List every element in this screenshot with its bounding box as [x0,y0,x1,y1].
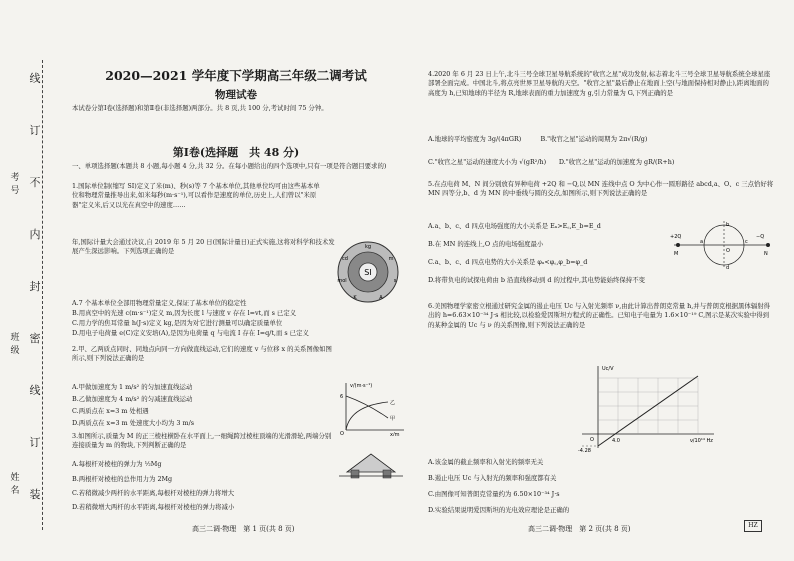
v-x-ylabel: v/(m·s⁻¹) [350,383,373,389]
si-ring-label: cd [342,256,348,262]
label-name: 姓名 [10,473,20,496]
question-2: 2.甲、乙两质点同时、同地点向同一方向做直线运动,它们的速度 v 与位移 x 的关系图像如图所示,则下列说法正确的是 [72,345,332,363]
q2-option-a: A.甲做加速度为 1 m/s² 的匀加速直线运动 [72,383,193,391]
left-column [62,0,410,561]
q6-option-b: B.遏止电压 Uc 与入射光的频率和强度都有关 [428,474,557,482]
label-class: 班级 [10,333,20,356]
q5-option-a: A.a、b、c、d 四点电场强度的大小关系是 Eₐ>E꜀,E_b=E_d [428,222,601,230]
point-o: O [726,248,730,254]
charge-right: −Q [756,234,765,240]
curve-b-label: 乙 [390,400,396,406]
section-title: 第Ⅰ卷(选择题 共 48 分) [172,146,300,159]
seal-char: 封 [29,280,41,293]
q5-option-d: D.将带负电的试探电荷由 b 沿直线移动到 d 的过程中,其电势能始终保持不变 [428,276,645,284]
q2-option-c: C.两质点在 x=3 m 处相遇 [72,407,149,415]
nu-tick: 4.0 [612,438,620,444]
charge-circle-figure [668,218,772,272]
point-d: d [726,265,730,271]
si-ring-label: s [393,278,397,284]
seal-char: 线 [29,384,41,397]
seal-char: 订 [29,436,41,449]
si-ring-label: A [379,295,383,301]
nu-xlabel: ν/10¹⁴ Hz [690,438,713,444]
si-ring-label: K [353,295,357,301]
q1-option-a: A.7 个基本单位全部用物理常量定义,保证了基本单位的稳定性 [72,299,247,307]
seal-char: 订 [29,124,41,137]
prism-figure [337,450,405,480]
exam-subject: 物理试卷 [215,89,257,101]
stopping-voltage-graph [578,362,718,452]
q6-option-d: D.实验结果说明爱因斯坦的光电效应理论是正确的 [428,506,570,514]
question-1: 1.国际单位制(缩写 SI)定义了米(m)、秒(s)等 7 个基本单位,其他单位均可由这些基本单位和物理常量推导出来,如米每秒(m·s⁻¹),可以看作是速度的单位,历史上,人们曾以"米原器"定义米,后又以光在真空中的速度…… [72,182,320,209]
exam-title: 2020—2021 学年度下学期高三年级二调考试 [105,68,367,83]
si-units-wheel [336,240,400,304]
page-badge: HZ [744,520,762,532]
v-x-origin: O [340,431,344,436]
point-a: a [700,239,704,245]
curve-a-label: 甲 [390,416,396,422]
q4-option-ab: A.地球的平均密度为 3g/(4πGR) B."收官之星"运动的周期为 2π√(R/g) [428,135,648,143]
si-ring-label: mol [337,278,347,284]
exam-note: 本试卷分第Ⅰ卷(选择题)和第Ⅱ卷(非选择题)两部分。共 8 页,共 100 分,考试时间 75 分钟。 [72,104,328,112]
label-exam-number: 考号 [10,173,20,196]
question-1-tail: 年,国际计量大会通过决议,自 2019 年 5 月 20 日(国际计量日)正式实施,这将对科学和技术发展产生深远影响。下列选项正确的是 [72,238,335,256]
si-center-label: SI [364,268,372,277]
point-m: M [674,251,679,257]
point-n: N [764,251,768,257]
q1-option-c: C.用力学的焦耳常量 h(J·s)定义 kg,是因为对它进行测量可以确定质量单位 [72,319,283,327]
footer-right: 高三二调·物理 第 2 页(共 8 页) [528,525,631,533]
q2-option-b: B.乙做加速度为 4 m/s² 的匀减速直线运动 [72,395,193,403]
uc-ylabel: Uc/V [602,366,614,372]
q6-option-c: C.由图像可知普朗克常量约为 6.50×10⁻³⁴ J·s [428,490,560,498]
part-one-instructions: 一、单项选择题(本题共 8 小题,每小题 4 分,共 32 分。在每小题给出的四个选项中,只有一项是符合题目要求的) [72,162,387,170]
seal-char: 不 [29,176,41,189]
seal-char: 密 [29,332,41,345]
q1-option-d: D.用电子电荷量 e(C)定义安培(A),是因为电荷量 q 与电流 I 存在 I=q/t,而 s 已定义 [72,329,309,337]
seal-line [42,60,43,530]
footer-left: 高三二调·物理 第 1 页(共 8 页) [192,525,295,533]
q3-option-d: D.若稍微增大两杆的水平距离,每根杆对棱柱的弹力将减小 [72,503,235,511]
uc-intercept: -4.28 [578,448,591,452]
q3-option-b: B.两根杆对棱柱的总作用力为 2Mg [72,475,173,483]
question-3: 3.如图所示,质量为 M 的正三棱柱横卧在水平面上,一细绳跨过棱柱顶端的光滑滑轮,两端分别连接质量为 m 的物块,下列判断正确的是 [72,432,332,450]
v-x-ytick: 6 [340,394,344,400]
si-ring-label: kg [364,244,372,250]
question-5: 5.在点电荷 M、N 间分别放有异种电荷 +2Q 和 −Q,以 MN 连线中点 O 为中心作一圆形路径 abcd,a、O、c 三点恰好将 MN 四等分,b、d 为 MN 的中垂线与圆的交点,如图所示,则下列说法正确的是 [428,180,774,198]
q5-option-b: B.在 MN 的连线上,O 点的电场强度最小 [428,240,544,248]
point-c: c [745,239,748,245]
question-4: 4.2020 年 6 月 23 日上午,北斗三号全球卫星导航系统的"收官之星"成功发射,标志着北斗三号全球卫星导航系统全球星座部署全面完成。中国北斗,将点亮世界卫星导航的天空。"收官之星"最后静止在地面上空(与地面保持相对静止),距离地面的高度为 h,已知地球的半径为 R,地球表面的重力加速度为 g,引力常量为 G,下列正确的是 [428,70,771,97]
seal-char: 装 [29,488,41,501]
question-6: 6.美国物理学家密立根通过研究金属的遏止电压 Uc 与入射光频率 ν,由此计算出普朗克常量 h,并与普朗克根据黑体辐射得出的 h=6.63×10⁻³⁴ J·s 相比较,以检验爱因斯坦方程式的正确性。已知电子电量为 1.6×10⁻¹⁹ C,图示是某次实验中得到的某种金属的 Uc 与 ν 的关系图像,则下列说法正确的是 [428,302,770,329]
seal-char: 内 [29,228,41,241]
q3-option-c: C.若稍微减少两杆的水平距离,每根杆对棱柱的弹力将增大 [72,489,235,497]
point-b: b [726,222,730,228]
q4-option-cd: C."收官之星"运动的速度大小为 √(gR²/h) D."收官之星"运动的加速度为 gR/(R+h) [428,158,675,166]
v-x-xlabel: x/m [390,432,400,436]
si-ring-label: m [388,256,394,262]
charge-left: +2Q [670,234,682,240]
v-x-graph [338,380,408,436]
seal-char: 线 [29,72,41,85]
q3-option-a: A.每根杆对棱柱的弹力为 ½Mg [72,460,162,468]
right-column [428,0,778,561]
q6-option-a: A.该金属的截止频率和入射光的频率无关 [428,458,544,466]
q1-option-b: B.用真空中的光速 c(m·s⁻¹)定义 m,因为长度 l 与速度 v 存在 l=vt,而 s 已定义 [72,309,297,317]
q5-option-c: C.a、b、c、d 四点电势的大小关系是 φₐ<φ꜀,φ_b=φ_d [428,258,588,266]
uc-origin: O [590,437,594,443]
binding-strip [8,60,48,530]
q2-option-d: D.两质点在 x=3 m 处速度大小均为 3 m/s [72,419,195,427]
